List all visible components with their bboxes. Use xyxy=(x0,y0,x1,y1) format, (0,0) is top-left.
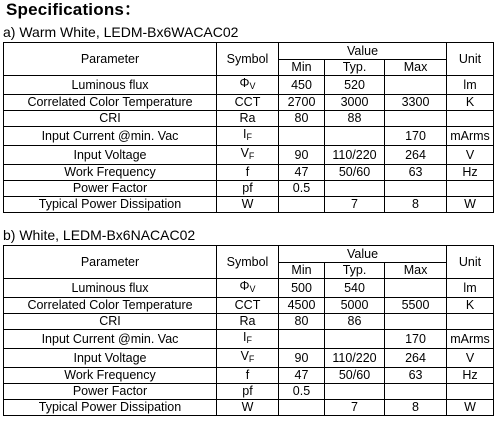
table-row xyxy=(4,146,494,165)
min-cell-text: 80 xyxy=(294,314,309,328)
table-row xyxy=(4,349,494,368)
parameter-cell-text: CRI xyxy=(99,314,121,328)
min-cell xyxy=(279,384,325,400)
table-row xyxy=(4,127,494,146)
max-cell xyxy=(385,76,447,95)
unit-cell-text: K xyxy=(465,95,475,109)
min-cell xyxy=(279,368,325,384)
table-row xyxy=(4,298,494,314)
unit-cell xyxy=(447,298,494,314)
parameter-cell-text: Power Factor xyxy=(72,181,148,195)
typ-cell xyxy=(325,279,385,298)
header-symbol: Symbol xyxy=(217,43,279,76)
max-cell-text: 8 xyxy=(412,400,419,414)
section-title-warm-white: a) Warm White, LEDM-Bx6WACAC02 xyxy=(3,24,239,40)
min-cell xyxy=(279,330,325,349)
parameter-cell xyxy=(4,197,217,213)
header-max: Max xyxy=(385,60,447,76)
min-cell xyxy=(279,95,325,111)
max-cell-text: 264 xyxy=(405,350,426,365)
typ-cell-text: 50/60 xyxy=(338,368,371,382)
max-cell xyxy=(385,95,447,111)
table-row xyxy=(4,181,494,197)
header-typ: Typ. xyxy=(325,60,385,76)
min-cell-text: 500 xyxy=(291,280,312,295)
header-max: Max xyxy=(385,263,447,279)
min-cell-text: 47 xyxy=(294,165,309,179)
table-row xyxy=(4,111,494,127)
max-cell xyxy=(385,330,447,349)
symbol-cell-text: W xyxy=(241,400,254,414)
page-title: Specifications： xyxy=(6,0,142,19)
unit-cell-text: V xyxy=(465,350,475,365)
parameter-cell-text: Typical Power Dissipation xyxy=(38,400,182,414)
symbol-subscript: V xyxy=(249,81,256,91)
header-parameter: Parameter xyxy=(4,43,217,76)
symbol-cell xyxy=(217,400,279,416)
min-cell xyxy=(279,197,325,213)
table-row xyxy=(4,400,494,416)
unit-cell xyxy=(447,146,494,165)
max-cell xyxy=(385,298,447,314)
typ-cell-text: 50/60 xyxy=(338,165,371,179)
parameter-cell-text: CRI xyxy=(99,111,121,125)
unit-cell xyxy=(447,127,494,146)
parameter-cell xyxy=(4,279,217,298)
unit-cell-text: lm xyxy=(463,280,477,295)
symbol-cell-text: I xyxy=(243,127,247,141)
parameter-cell xyxy=(4,95,217,111)
typ-cell xyxy=(325,368,385,384)
typ-cell xyxy=(325,146,385,165)
symbol-cell xyxy=(217,368,279,384)
parameter-cell xyxy=(4,298,217,314)
symbol-cell-text: W xyxy=(241,197,254,211)
typ-cell xyxy=(325,384,385,400)
symbol-cell xyxy=(217,181,279,197)
min-cell-text: 0.5 xyxy=(292,384,311,398)
typ-cell-text: 86 xyxy=(347,314,362,328)
table-row xyxy=(4,279,494,298)
unit-cell xyxy=(447,111,494,127)
max-cell xyxy=(385,368,447,384)
symbol-cell-text: V xyxy=(240,146,249,160)
min-cell-text: 2700 xyxy=(287,95,316,109)
min-cell xyxy=(279,165,325,181)
max-cell-text: 170 xyxy=(405,331,426,346)
typ-cell xyxy=(325,349,385,368)
min-cell-text: 47 xyxy=(294,368,309,382)
max-cell xyxy=(385,146,447,165)
parameter-cell-text: Power Factor xyxy=(72,384,148,398)
max-cell xyxy=(385,400,447,416)
min-cell xyxy=(279,349,325,368)
max-cell xyxy=(385,111,447,127)
max-cell xyxy=(385,314,447,330)
parameter-cell xyxy=(4,146,217,165)
min-cell xyxy=(279,76,325,95)
symbol-cell xyxy=(217,111,279,127)
unit-cell xyxy=(447,368,494,384)
parameter-cell-text: Work Frequency xyxy=(64,165,156,179)
section-title-white: b) White, LEDM-Bx6NACAC02 xyxy=(3,227,196,243)
table-row xyxy=(4,314,494,330)
header-min: Min xyxy=(279,60,325,76)
typ-cell-text: 110/220 xyxy=(332,350,377,365)
parameter-cell xyxy=(4,76,217,95)
header-typ: Typ. xyxy=(325,263,385,279)
typ-cell-text: 540 xyxy=(344,280,365,295)
table-row xyxy=(4,197,494,213)
unit-cell-text: mArms xyxy=(450,331,490,346)
unit-cell-text: Hz xyxy=(462,165,478,179)
symbol-cell xyxy=(217,314,279,330)
min-cell xyxy=(279,181,325,197)
symbol-subscript: F xyxy=(246,335,252,345)
symbol-cell-text: CCT xyxy=(234,95,261,109)
max-cell-text: 170 xyxy=(405,128,426,143)
symbol-cell-text: CCT xyxy=(234,298,261,312)
unit-cell-text: K xyxy=(465,298,475,312)
unit-cell xyxy=(447,181,494,197)
typ-cell xyxy=(325,95,385,111)
table-row xyxy=(4,95,494,111)
symbol-cell-text: Ra xyxy=(239,314,256,328)
max-cell-text: 63 xyxy=(408,368,423,382)
max-cell-text: 3300 xyxy=(401,95,430,109)
max-cell xyxy=(385,279,447,298)
unit-cell-text: mArms xyxy=(450,128,490,143)
parameter-cell xyxy=(4,127,217,146)
parameter-cell-text: Luminous flux xyxy=(71,280,149,295)
header-min: Min xyxy=(279,263,325,279)
max-cell xyxy=(385,181,447,197)
typ-cell xyxy=(325,181,385,197)
symbol-subscript: F xyxy=(248,354,255,364)
min-cell xyxy=(279,127,325,146)
table-row xyxy=(4,330,494,349)
unit-cell xyxy=(447,197,494,213)
min-cell xyxy=(279,279,325,298)
typ-cell-text: 88 xyxy=(347,111,362,125)
max-cell-text: 264 xyxy=(405,147,426,162)
parameter-cell-text: Correlated Color Temperature xyxy=(27,298,193,312)
unit-cell-text: Hz xyxy=(462,368,478,382)
typ-cell xyxy=(325,165,385,181)
symbol-cell xyxy=(217,298,279,314)
symbol-cell xyxy=(217,165,279,181)
symbol-cell xyxy=(217,197,279,213)
symbol-cell-text: Φ xyxy=(239,76,250,90)
table-row xyxy=(4,368,494,384)
symbol-cell-text: f xyxy=(245,165,250,179)
typ-cell xyxy=(325,197,385,213)
symbol-cell xyxy=(217,330,279,349)
symbol-cell-text: Φ xyxy=(239,279,250,293)
typ-cell xyxy=(325,400,385,416)
unit-cell xyxy=(447,279,494,298)
unit-cell xyxy=(447,330,494,349)
unit-cell xyxy=(447,76,494,95)
parameter-cell-text: Typical Power Dissipation xyxy=(38,197,182,211)
header-value: Value xyxy=(279,246,447,263)
unit-cell xyxy=(447,314,494,330)
symbol-cell xyxy=(217,279,279,298)
parameter-cell-text: Input Current @min. Vac xyxy=(41,128,179,143)
typ-cell-text: 3000 xyxy=(340,95,369,109)
unit-cell xyxy=(447,349,494,368)
parameter-cell-text: Luminous flux xyxy=(71,77,149,92)
parameter-cell xyxy=(4,111,217,127)
unit-cell-text: lm xyxy=(463,77,477,92)
symbol-cell-text: Ra xyxy=(239,111,256,125)
min-cell xyxy=(279,146,325,165)
max-cell-text: 8 xyxy=(412,197,419,211)
parameter-cell xyxy=(4,400,217,416)
unit-cell-text: W xyxy=(464,400,476,414)
symbol-cell xyxy=(217,384,279,400)
spec-table-white xyxy=(3,245,494,416)
max-cell xyxy=(385,127,447,146)
parameter-cell-text: Correlated Color Temperature xyxy=(27,95,193,109)
min-cell xyxy=(279,111,325,127)
symbol-subscript: F xyxy=(246,132,252,142)
unit-cell xyxy=(447,384,494,400)
parameter-cell xyxy=(4,314,217,330)
parameter-cell xyxy=(4,181,217,197)
symbol-subscript: F xyxy=(248,151,255,161)
min-cell-text: 90 xyxy=(294,350,309,365)
symbol-cell-text: f xyxy=(245,368,250,382)
header-value: Value xyxy=(279,43,447,60)
unit-cell xyxy=(447,165,494,181)
typ-cell xyxy=(325,330,385,349)
min-cell xyxy=(279,314,325,330)
max-cell-text: 5500 xyxy=(401,298,430,312)
header-symbol: Symbol xyxy=(217,246,279,279)
min-cell-text: 90 xyxy=(294,147,309,162)
unit-cell-text: V xyxy=(465,147,475,162)
table-row xyxy=(4,165,494,181)
symbol-cell xyxy=(217,146,279,165)
table-row xyxy=(4,76,494,95)
symbol-cell xyxy=(217,95,279,111)
typ-cell-text: 7 xyxy=(351,197,358,211)
symbol-cell xyxy=(217,349,279,368)
max-cell xyxy=(385,165,447,181)
unit-cell xyxy=(447,400,494,416)
typ-cell-text: 7 xyxy=(351,400,358,414)
spec-table-warm-white xyxy=(3,42,494,213)
typ-cell xyxy=(325,127,385,146)
typ-cell xyxy=(325,298,385,314)
min-cell-text: 0.5 xyxy=(292,181,311,195)
parameter-cell xyxy=(4,330,217,349)
parameter-cell xyxy=(4,368,217,384)
min-cell-text: 450 xyxy=(291,77,312,92)
min-cell-text: 4500 xyxy=(287,298,316,312)
symbol-cell xyxy=(217,76,279,95)
unit-cell xyxy=(447,95,494,111)
max-cell xyxy=(385,349,447,368)
typ-cell xyxy=(325,76,385,95)
table-row xyxy=(4,384,494,400)
symbol-cell-text: pf xyxy=(242,181,253,195)
symbol-subscript: V xyxy=(249,284,256,294)
parameter-cell-text: Input Current @min. Vac xyxy=(41,331,179,346)
typ-cell-text: 520 xyxy=(344,77,365,92)
parameter-cell xyxy=(4,349,217,368)
parameter-cell xyxy=(4,165,217,181)
header-unit: Unit xyxy=(447,43,494,76)
min-cell-text: 80 xyxy=(294,111,309,125)
symbol-cell-text: I xyxy=(243,330,247,344)
parameter-cell-text: Input Voltage xyxy=(73,350,147,365)
unit-cell-text: W xyxy=(464,197,476,211)
min-cell xyxy=(279,298,325,314)
typ-cell xyxy=(325,314,385,330)
symbol-cell-text: V xyxy=(240,349,249,363)
typ-cell xyxy=(325,111,385,127)
symbol-cell xyxy=(217,127,279,146)
symbol-cell-text: pf xyxy=(242,384,253,398)
max-cell-text: 63 xyxy=(408,165,423,179)
typ-cell-text: 5000 xyxy=(340,298,369,312)
header-unit: Unit xyxy=(447,246,494,279)
parameter-cell xyxy=(4,384,217,400)
typ-cell-text: 110/220 xyxy=(332,147,377,162)
parameter-cell-text: Input Voltage xyxy=(73,147,147,162)
header-parameter: Parameter xyxy=(4,246,217,279)
min-cell xyxy=(279,400,325,416)
max-cell xyxy=(385,384,447,400)
max-cell xyxy=(385,197,447,213)
parameter-cell-text: Work Frequency xyxy=(64,368,156,382)
